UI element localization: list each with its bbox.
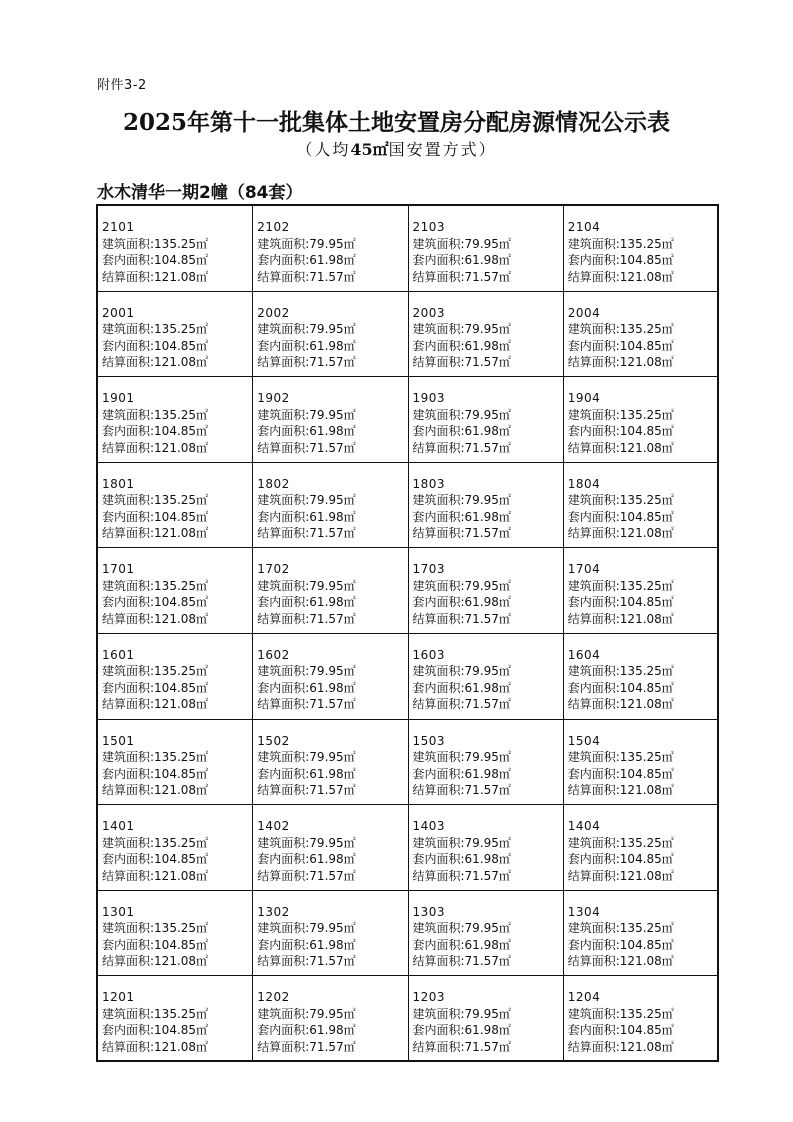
- unit-number: 1703: [412, 562, 446, 577]
- unit-cell: [564, 548, 719, 634]
- building-area: 建筑面积:79.95㎡: [412, 236, 511, 251]
- settlement-area: 结算面积:121.08㎡: [567, 697, 674, 712]
- settlement-area: 结算面积:121.08㎡: [567, 611, 674, 626]
- unit-cell: [98, 463, 253, 549]
- settlement-area: 结算面积:121.08㎡: [567, 1039, 674, 1054]
- building-area: 建筑面积:79.95㎡: [257, 664, 356, 679]
- unit-cell: [98, 976, 253, 1062]
- inner-area: 套内面积:104.85㎡: [102, 253, 209, 267]
- building-area: 建筑面积:135.25㎡: [102, 835, 209, 850]
- settlement-area: 结算面积:71.57㎡: [257, 526, 356, 541]
- settlement-area: 结算面积:121.08㎡: [567, 783, 674, 798]
- settlement-area: 结算面积:121.08㎡: [102, 440, 209, 455]
- building-area: 建筑面积:79.95㎡: [257, 921, 356, 936]
- unit-number: 1402: [257, 819, 290, 834]
- unit-number: 1803: [412, 476, 446, 491]
- building-area: 建筑面积:79.95㎡: [412, 493, 511, 508]
- unit-number: 1903: [412, 391, 446, 406]
- settlement-area: 结算面积:121.08㎡: [102, 269, 209, 284]
- building-heading: 水木清华一期2幢（84套）: [97, 183, 303, 203]
- unit-number: 1804: [567, 476, 601, 491]
- settlement-area: 结算面积:121.08㎡: [567, 440, 674, 455]
- unit-cell: [564, 634, 719, 720]
- unit-number: 1602: [257, 647, 290, 662]
- inner-area: 套内面积:104.85㎡: [102, 852, 209, 867]
- building-area: 建筑面积:135.25㎡: [567, 322, 674, 337]
- building-area: 建筑面积:79.95㎡: [412, 921, 511, 936]
- building-area: 建筑面积:79.95㎡: [412, 664, 511, 679]
- unit-cell: [409, 634, 564, 720]
- unit-cell: [98, 805, 253, 891]
- settlement-area: 结算面积:71.57㎡: [412, 1039, 511, 1054]
- settlement-area: 结算面积:121.08㎡: [102, 954, 209, 969]
- settlement-area: 结算面积:121.08㎡: [567, 954, 674, 969]
- building-area: 建筑面积:79.95㎡: [257, 322, 356, 337]
- unit-cell: [564, 891, 719, 977]
- unit-number: 1203: [412, 990, 446, 1005]
- unit-cell: [564, 720, 719, 806]
- inner-area: 套内面积:104.85㎡: [567, 852, 674, 867]
- building-area: 建筑面积:135.25㎡: [567, 750, 674, 765]
- building-area: 建筑面积:135.25㎡: [567, 664, 674, 679]
- unit-number: 1601: [102, 647, 135, 662]
- subtitle-rest: 国安置方式）: [388, 140, 497, 159]
- unit-number: 1204: [567, 990, 601, 1005]
- unit-cell: [409, 976, 564, 1062]
- inner-area: 套内面积:104.85㎡: [102, 509, 209, 524]
- building-area: 建筑面积:135.25㎡: [102, 236, 209, 251]
- settlement-area: 结算面积:71.57㎡: [257, 440, 356, 455]
- unit-number: 1901: [102, 391, 135, 406]
- inner-area: 套内面积:104.85㎡: [102, 937, 209, 952]
- unit-number: 1303: [412, 904, 446, 919]
- unit-cell: [564, 976, 719, 1062]
- inner-area: 套内面积:61.98㎡: [257, 338, 356, 353]
- inner-area: 套内面积:104.85㎡: [102, 338, 209, 353]
- unit-number: 1201: [102, 990, 135, 1005]
- unit-cell: [253, 377, 408, 463]
- settlement-area: 结算面积:121.08㎡: [102, 526, 209, 541]
- building-area: 建筑面积:79.95㎡: [257, 493, 356, 508]
- building-area: 建筑面积:79.95㎡: [257, 407, 356, 422]
- inner-area: 套内面积:61.98㎡: [257, 1023, 356, 1038]
- building-area: 建筑面积:79.95㎡: [257, 1006, 356, 1021]
- unit-number: 1404: [567, 819, 601, 834]
- unit-cell: [564, 206, 719, 292]
- inner-area: 套内面积:61.98㎡: [412, 509, 511, 524]
- unit-number: 1503: [412, 733, 446, 748]
- unit-number: 1502: [257, 733, 290, 748]
- inner-area: 套内面积:61.98㎡: [257, 509, 356, 524]
- unit-cell: [564, 805, 719, 891]
- unit-cell: [409, 206, 564, 292]
- unit-number: 1702: [257, 562, 290, 577]
- unit-number: 1202: [257, 990, 290, 1005]
- settlement-area: 结算面积:71.57㎡: [412, 697, 511, 712]
- inner-area: 套内面积:61.98㎡: [412, 253, 511, 267]
- building-area: 建筑面积:79.95㎡: [257, 835, 356, 850]
- unit-number: 1801: [102, 476, 135, 491]
- building-area: 建筑面积:79.95㎡: [412, 750, 511, 765]
- building-area: 建筑面积:135.25㎡: [102, 921, 209, 936]
- building-area: 建筑面积:79.95㎡: [412, 1006, 511, 1021]
- settlement-area: 结算面积:121.08㎡: [567, 526, 674, 541]
- unit-cell: [409, 720, 564, 806]
- subtitle-area-per-person: 45㎡: [350, 140, 389, 159]
- inner-area: 套内面积:61.98㎡: [257, 766, 356, 781]
- settlement-area: 结算面积:121.08㎡: [102, 611, 209, 626]
- unit-cell: [564, 377, 719, 463]
- unit-cell: [98, 377, 253, 463]
- unit-cell: [409, 377, 564, 463]
- settlement-area: 结算面积:71.57㎡: [412, 868, 511, 883]
- inner-area: 套内面积:104.85㎡: [567, 424, 674, 439]
- inner-area: 套内面积:104.85㎡: [567, 338, 674, 353]
- unit-cell: [98, 292, 253, 378]
- page-title: 2025年第十一批集体土地安置房分配房源情况公示表: [122, 109, 670, 136]
- unit-number: 1604: [567, 647, 601, 662]
- inner-area: 套内面积:61.98㎡: [412, 937, 511, 952]
- settlement-area: 结算面积:71.57㎡: [257, 954, 356, 969]
- building-area: 建筑面积:135.25㎡: [567, 493, 674, 508]
- unit-cell: [98, 720, 253, 806]
- building-area: 建筑面积:135.25㎡: [567, 578, 674, 593]
- unit-number: 2104: [567, 220, 601, 234]
- unit-number: 2003: [412, 305, 446, 320]
- unit-number: 1802: [257, 476, 290, 491]
- settlement-area: 结算面积:121.08㎡: [102, 868, 209, 883]
- inner-area: 套内面积:61.98㎡: [257, 253, 356, 267]
- unit-number: 2101: [102, 220, 135, 234]
- inner-area: 套内面积:104.85㎡: [567, 937, 674, 952]
- unit-number: 1302: [257, 904, 290, 919]
- unit-cell: [409, 805, 564, 891]
- building-area: 建筑面积:79.95㎡: [412, 835, 511, 850]
- unit-number: 1904: [567, 391, 601, 406]
- building-area: 建筑面积:135.25㎡: [102, 578, 209, 593]
- inner-area: 套内面积:61.98㎡: [257, 424, 356, 439]
- unit-cell: [253, 720, 408, 806]
- building-area: 建筑面积:135.25㎡: [567, 921, 674, 936]
- unit-cell: [98, 891, 253, 977]
- building-area: 建筑面积:135.25㎡: [102, 750, 209, 765]
- inner-area: 套内面积:61.98㎡: [412, 852, 511, 867]
- building-area: 建筑面积:135.25㎡: [102, 1006, 209, 1021]
- unit-number: 1301: [102, 904, 135, 919]
- subtitle-open: （人均: [296, 140, 351, 159]
- unit-cell: [253, 548, 408, 634]
- inner-area: 套内面积:104.85㎡: [102, 1023, 209, 1038]
- building-area: 建筑面积:79.95㎡: [412, 407, 511, 422]
- settlement-area: 结算面积:121.08㎡: [102, 697, 209, 712]
- inner-area: 套内面积:104.85㎡: [102, 680, 209, 695]
- building-area: 建筑面积:79.95㎡: [412, 578, 511, 593]
- settlement-area: 结算面积:71.57㎡: [257, 355, 356, 370]
- inner-area: 套内面积:61.98㎡: [257, 595, 356, 610]
- unit-number: 1501: [102, 733, 135, 748]
- unit-cell: [253, 891, 408, 977]
- inner-area: 套内面积:61.98㎡: [412, 680, 511, 695]
- unit-number: 1304: [567, 904, 601, 919]
- inner-area: 套内面积:104.85㎡: [102, 595, 209, 610]
- settlement-area: 结算面积:71.57㎡: [412, 783, 511, 798]
- inner-area: 套内面积:104.85㎡: [567, 253, 674, 267]
- unit-number: 1401: [102, 819, 135, 834]
- unit-cell: [253, 976, 408, 1062]
- settlement-area: 结算面积:71.57㎡: [257, 697, 356, 712]
- unit-cell: [253, 634, 408, 720]
- settlement-area: 结算面积:71.57㎡: [412, 526, 511, 541]
- unit-cell: [409, 292, 564, 378]
- settlement-area: 结算面积:71.57㎡: [257, 783, 356, 798]
- settlement-area: 结算面积:121.08㎡: [102, 1039, 209, 1054]
- unit-cell: [98, 634, 253, 720]
- building-area: 建筑面积:135.25㎡: [567, 835, 674, 850]
- unit-cell: [409, 463, 564, 549]
- building-area: 建筑面积:79.95㎡: [257, 236, 356, 251]
- unit-cell: [253, 463, 408, 549]
- settlement-area: 结算面积:71.57㎡: [412, 355, 511, 370]
- settlement-area: 结算面积:71.57㎡: [257, 1039, 356, 1054]
- inner-area: 套内面积:104.85㎡: [102, 766, 209, 781]
- page-subtitle: [0, 137, 793, 160]
- unit-cell: [564, 463, 719, 549]
- inner-area: 套内面积:61.98㎡: [412, 424, 511, 439]
- building-area: 建筑面积:135.25㎡: [102, 407, 209, 422]
- unit-table: [96, 204, 719, 1062]
- inner-area: 套内面积:61.98㎡: [257, 680, 356, 695]
- inner-area: 套内面积:104.85㎡: [567, 1023, 674, 1038]
- unit-cell: [409, 891, 564, 977]
- unit-cell: [409, 548, 564, 634]
- inner-area: 套内面积:61.98㎡: [257, 937, 356, 952]
- unit-number: 2001: [102, 305, 135, 320]
- settlement-area: 结算面积:71.57㎡: [412, 269, 511, 284]
- building-area: 建筑面积:135.25㎡: [567, 236, 674, 251]
- inner-area: 套内面积:104.85㎡: [567, 680, 674, 695]
- building-area: 建筑面积:135.25㎡: [567, 407, 674, 422]
- attachment-label: 附件3-2: [97, 78, 147, 93]
- settlement-area: 结算面积:71.57㎡: [257, 868, 356, 883]
- unit-cell: [253, 805, 408, 891]
- unit-number: 1902: [257, 391, 290, 406]
- unit-cell: [564, 292, 719, 378]
- inner-area: 套内面积:104.85㎡: [567, 595, 674, 610]
- settlement-area: 结算面积:71.57㎡: [257, 269, 356, 284]
- settlement-area: 结算面积:121.08㎡: [102, 783, 209, 798]
- unit-number: 2102: [257, 220, 290, 234]
- unit-cell: [98, 206, 253, 292]
- building-area: 建筑面积:135.25㎡: [102, 493, 209, 508]
- building-area: 建筑面积:135.25㎡: [102, 322, 209, 337]
- unit-number: 2002: [257, 305, 290, 320]
- building-area: 建筑面积:135.25㎡: [102, 664, 209, 679]
- inner-area: 套内面积:104.85㎡: [102, 424, 209, 439]
- unit-cell: [253, 206, 408, 292]
- settlement-area: 结算面积:71.57㎡: [412, 954, 511, 969]
- settlement-area: 结算面积:71.57㎡: [257, 611, 356, 626]
- settlement-area: 结算面积:71.57㎡: [412, 440, 511, 455]
- unit-number: 2004: [567, 305, 601, 320]
- unit-number: 2103: [412, 220, 446, 234]
- unit-number: 1701: [102, 562, 135, 577]
- settlement-area: 结算面积:71.57㎡: [412, 611, 511, 626]
- unit-number: 1603: [412, 647, 446, 662]
- settlement-area: 结算面积:121.08㎡: [102, 355, 209, 370]
- inner-area: 套内面积:61.98㎡: [412, 338, 511, 353]
- inner-area: 套内面积:104.85㎡: [567, 509, 674, 524]
- settlement-area: 结算面积:121.08㎡: [567, 355, 674, 370]
- settlement-area: 结算面积:121.08㎡: [567, 868, 674, 883]
- inner-area: 套内面积:61.98㎡: [257, 852, 356, 867]
- building-area: 建筑面积:79.95㎡: [257, 578, 356, 593]
- inner-area: 套内面积:104.85㎡: [567, 766, 674, 781]
- unit-number: 1403: [412, 819, 446, 834]
- unit-number: 1504: [567, 733, 601, 748]
- building-area: 建筑面积:135.25㎡: [567, 1006, 674, 1021]
- inner-area: 套内面积:61.98㎡: [412, 766, 511, 781]
- inner-area: 套内面积:61.98㎡: [412, 1023, 511, 1038]
- unit-number: 1704: [567, 562, 601, 577]
- inner-area: 套内面积:61.98㎡: [412, 595, 511, 610]
- building-area: 建筑面积:79.95㎡: [412, 322, 511, 337]
- unit-cell: [98, 548, 253, 634]
- unit-cell: [253, 292, 408, 378]
- building-area: 建筑面积:79.95㎡: [257, 750, 356, 765]
- settlement-area: 结算面积:121.08㎡: [567, 269, 674, 284]
